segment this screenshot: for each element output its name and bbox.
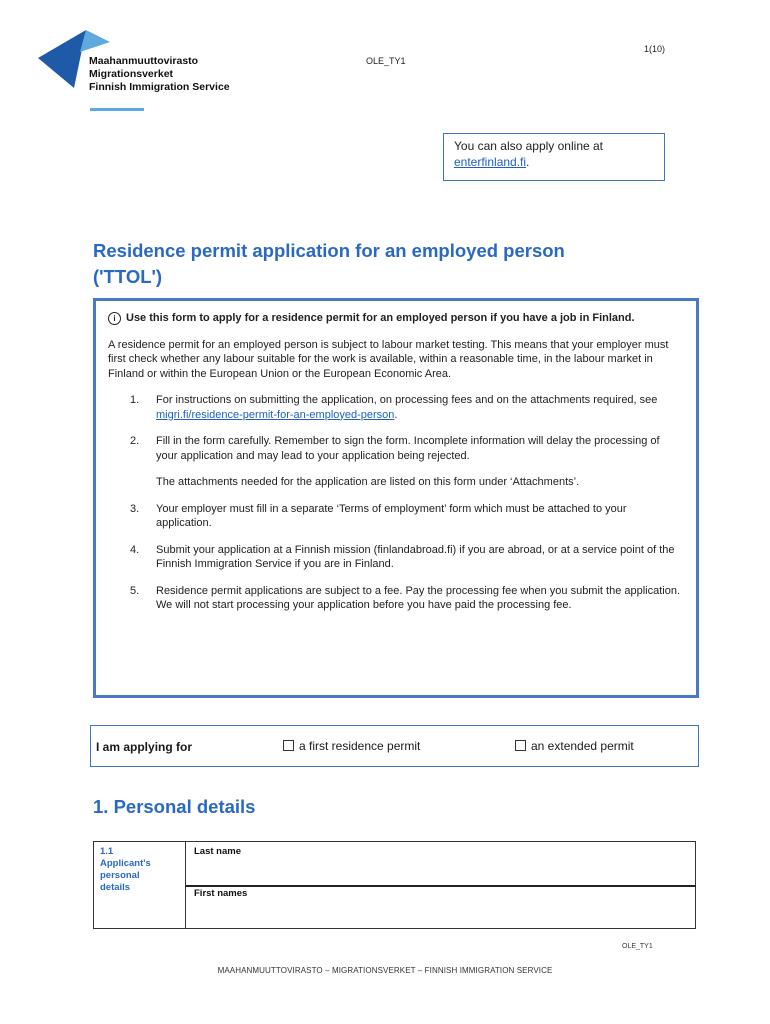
row-label-cell xyxy=(94,842,186,928)
extended-permit-option[interactable] xyxy=(515,739,634,753)
instruction-num: 5. xyxy=(130,584,140,597)
migri-link[interactable]: migri.fi/residence-permit-for-an-employed-person xyxy=(156,408,395,421)
row-label-line: personal xyxy=(100,870,140,881)
instruction-num: 1. xyxy=(130,394,140,406)
online-apply-notice xyxy=(443,133,665,181)
instruction-item-3 xyxy=(108,502,682,531)
page-title-line1: Residence permit application for an employed person xyxy=(93,240,565,261)
first-names-label: First names xyxy=(194,888,248,899)
page-number: 1(10) xyxy=(644,44,666,54)
instruction-num: 4. xyxy=(130,543,140,556)
instruction-item-5 xyxy=(108,584,682,613)
agency-name xyxy=(89,55,230,94)
enterfinland-link[interactable]: enterfinland.fi xyxy=(454,155,527,169)
agency-name-sv: Migrationsverket xyxy=(89,68,174,80)
extended-permit-label: an extended permit xyxy=(531,739,634,753)
row-label-line: details xyxy=(100,882,131,893)
extended-permit-checkbox[interactable] xyxy=(515,740,526,751)
instruction-text: Your employer must fill in a separate ‘Terms of employment’ form which must be attached to your application. xyxy=(156,502,627,529)
instruction-text: For instructions on submitting the application, on processing fees and on the attachments required, see xyxy=(156,394,658,406)
online-notice-suffix: . xyxy=(526,155,530,169)
applying-for-box xyxy=(90,725,699,767)
online-notice-text: You can also apply online at xyxy=(454,139,604,153)
agency-name-en: Finnish Immigration Service xyxy=(89,81,230,93)
last-name-label: Last name xyxy=(194,846,241,857)
instruction-extra: The attachments needed for the application are listed on this form under ‘Attachments’. xyxy=(156,476,580,488)
form-code: OLE_TY1 xyxy=(366,56,406,66)
first-permit-option[interactable] xyxy=(283,739,420,753)
instructions-lead-text: Use this form to apply for a residence permit for an employed person if you have a job in Finland. xyxy=(126,312,635,324)
row-label-line: Applicant's xyxy=(100,858,151,869)
instructions-box xyxy=(93,298,699,698)
footer-agency: MAAHANMUUTTOVIRASTO – MIGRATIONSVERKET – FINNISH IMMIGRATION SERVICE xyxy=(217,966,553,975)
logo-underline xyxy=(90,108,144,111)
footer-form-code: OLE_TY1 xyxy=(622,943,653,950)
instruction-item-4 xyxy=(108,543,682,572)
info-icon: i xyxy=(108,312,121,325)
page-title xyxy=(93,238,673,290)
personal-details-table xyxy=(93,841,696,929)
instructions-lead xyxy=(108,311,682,326)
instruction-num: 3. xyxy=(130,502,140,515)
instruction-item-2 xyxy=(108,434,682,490)
agency-name-fi: Maahanmuuttovirasto xyxy=(89,55,199,67)
page-title-line2: ('TTOL') xyxy=(93,266,163,287)
instruction-num: 2. xyxy=(130,435,140,447)
instructions-intro: A residence permit for an employed person is subject to labour market testing. This means that your employer must first check whether any labour suitable for the work is available, within a reasonable time, in the labour market in Finland or within the European Union or the European Economic Area. xyxy=(108,338,669,380)
first-permit-checkbox[interactable] xyxy=(283,740,294,751)
instruction-text: Submit your application at a Finnish mission (finlandabroad.fi) if you are abroad, or at a service point of the Finnish Immigration Service if you are in Finland. xyxy=(156,543,675,570)
section-title-personal-details: 1. Personal details xyxy=(93,796,256,817)
applying-for-label: I am applying for xyxy=(96,740,193,754)
row-number: 1.1 xyxy=(100,846,114,857)
instructions-list xyxy=(108,393,682,613)
instruction-suffix: . xyxy=(394,408,398,421)
last-name-field[interactable] xyxy=(186,885,696,887)
instruction-item-1 xyxy=(108,393,682,422)
first-permit-label: a first residence permit xyxy=(299,739,421,753)
instruction-text: Fill in the form carefully. Remember to sign the form. Incomplete information will delay the processing of your application and may lead to your application being rejected. xyxy=(156,435,660,462)
instruction-text: Residence permit applications are subject to a fee. Pay the processing fee when you submit the application. We will not start processing your application before you have paid the processing fee. xyxy=(156,584,681,611)
